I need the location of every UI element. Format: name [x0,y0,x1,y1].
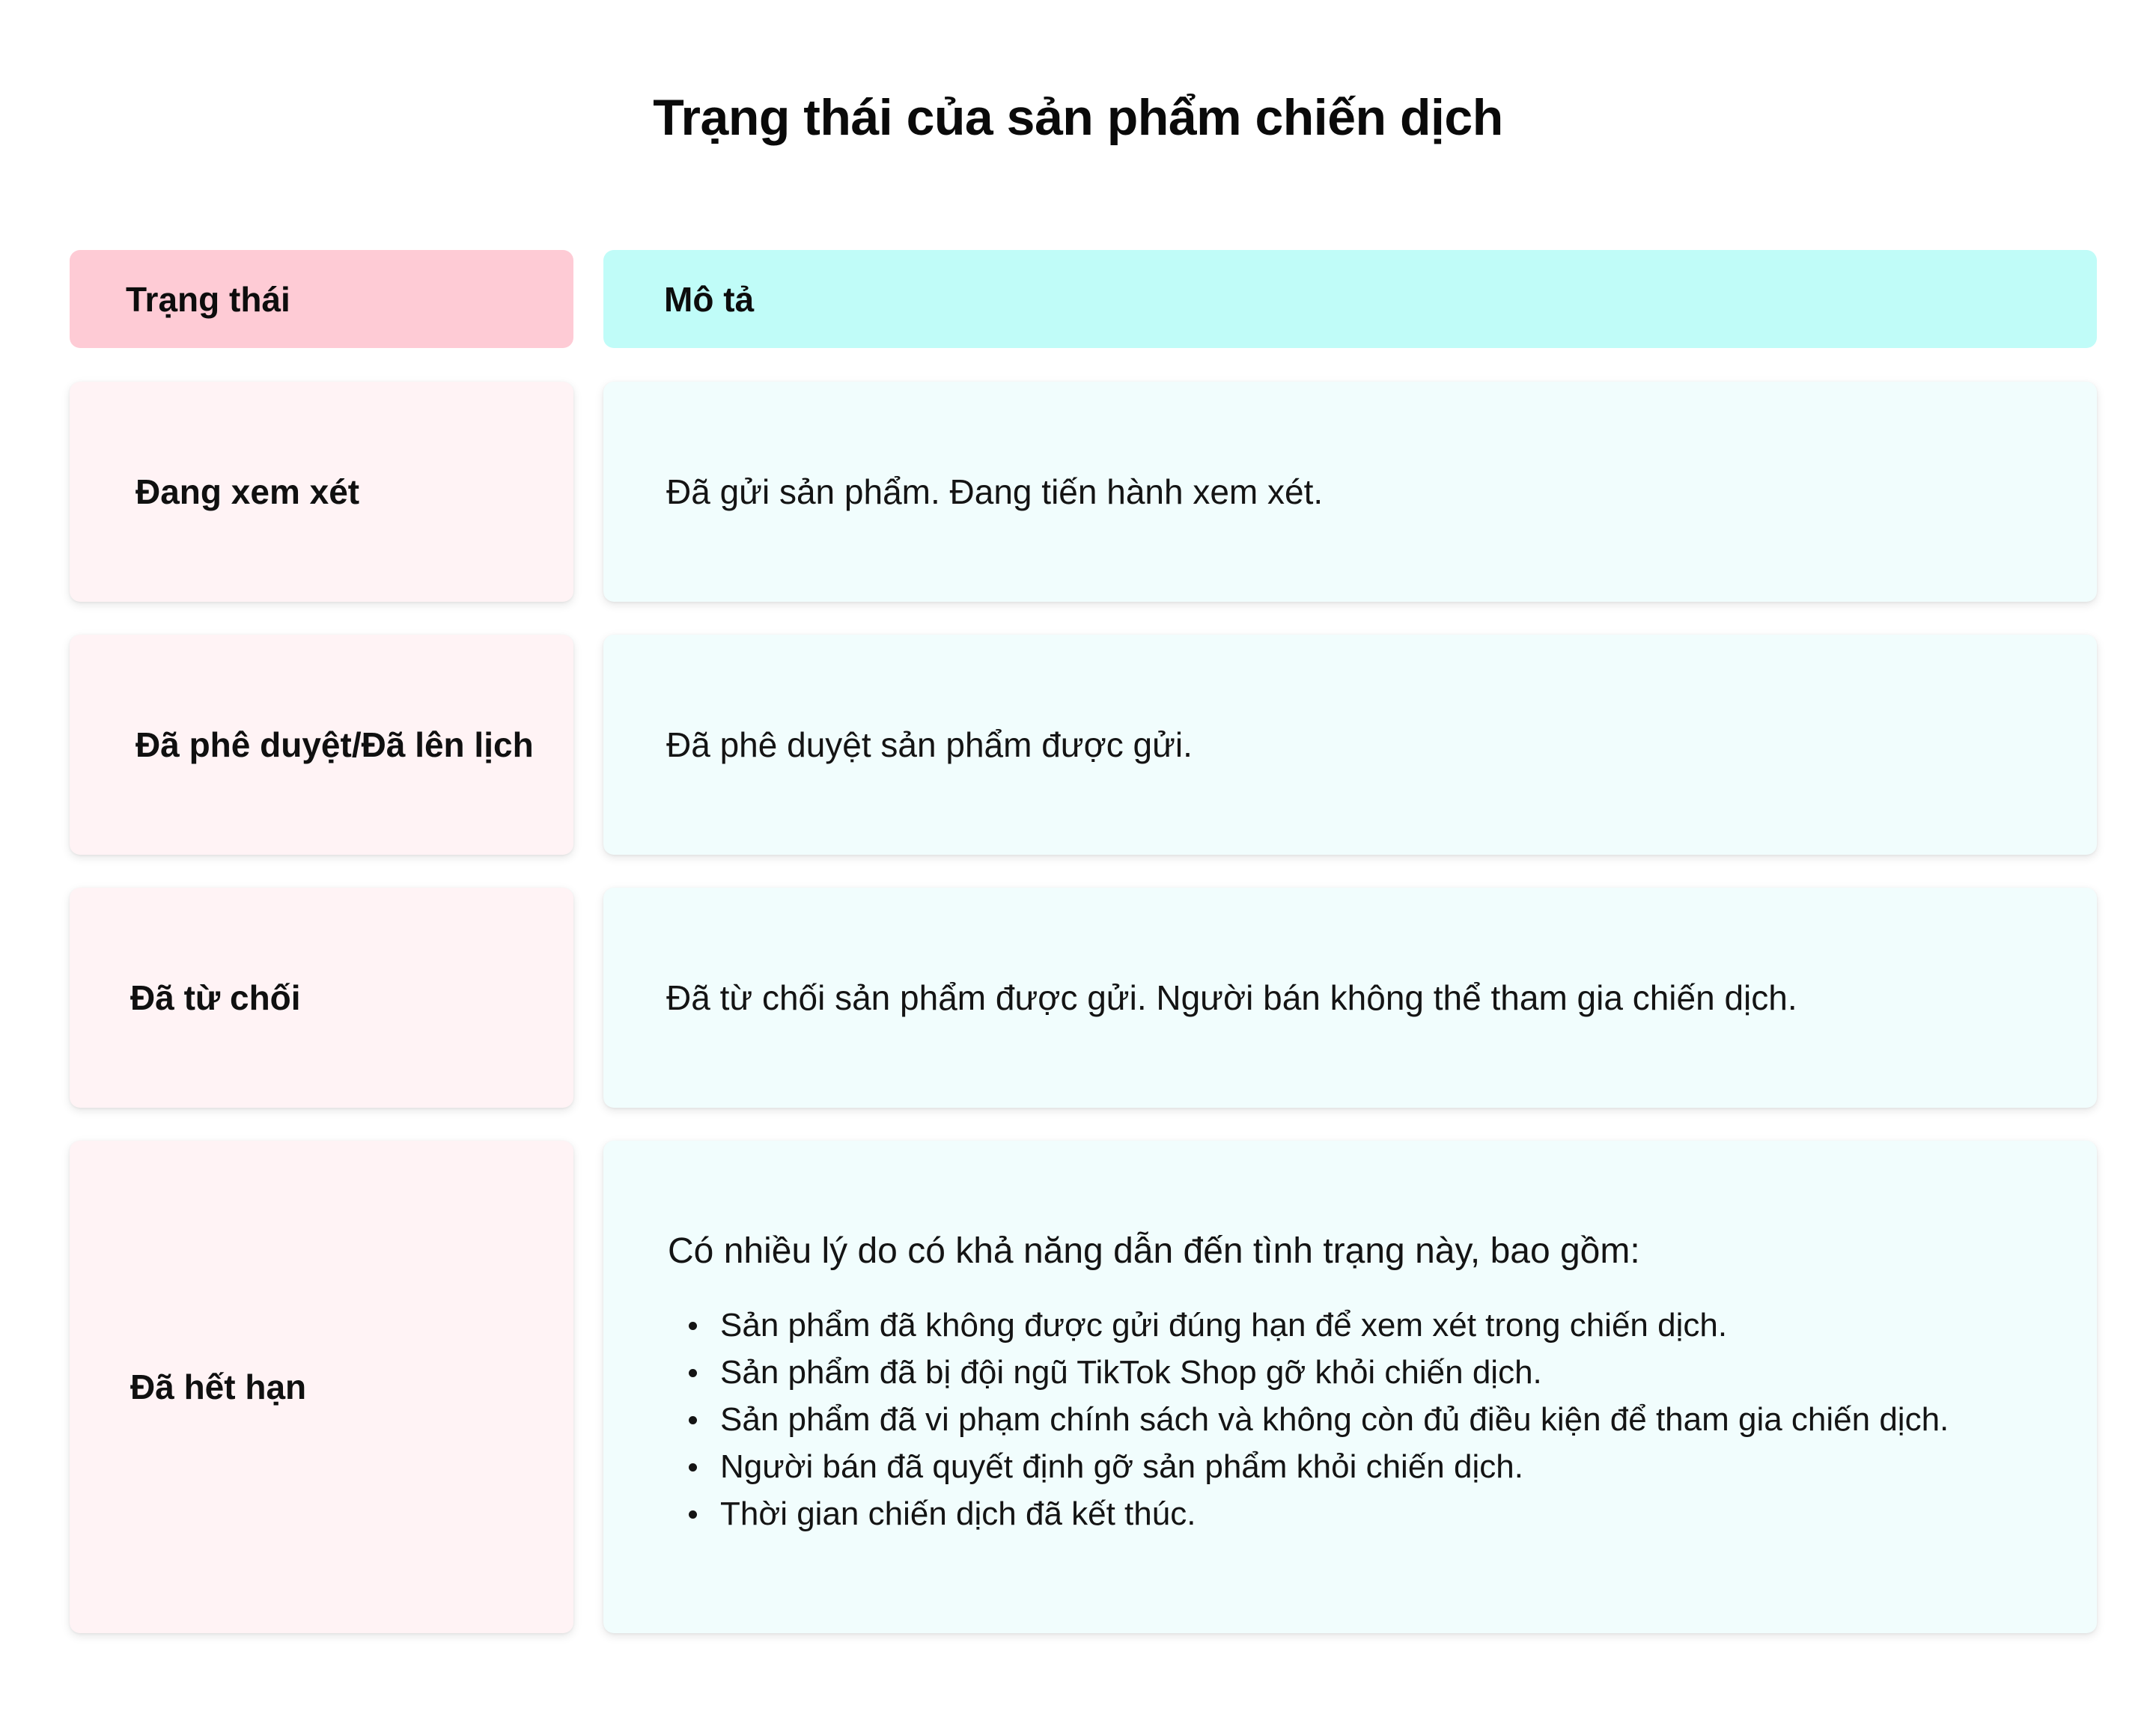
description-header-label: Mô tả [664,279,755,319]
status-label: Đã hết hạn [130,1367,307,1406]
description-intro: Có nhiều lý do có khả năng dẫn đến tình trạng này, bao gồm: [668,1231,1640,1271]
list-item: Thời gian chiến dịch đã kết thúc. [668,1490,2052,1537]
description-text: Đã phê duyệt sản phẩm được gửi. [666,725,1193,764]
description-cell-rejected [603,888,2097,1108]
description-text: Đã gửi sản phẩm. Đang tiến hành xem xét. [666,472,1324,511]
status-cell-reviewing [70,382,573,602]
list-item: Sản phẩm đã vi phạm chính sách và không còn đủ điều kiện để tham gia chiến dịch. [668,1396,2052,1443]
status-cell-approved [70,635,573,855]
page-title: Trạng thái của sản phẩm chiến dịch [653,89,1503,146]
status-cell-expired [70,1141,573,1633]
reason-list [668,1302,2052,1537]
status-label: Đang xem xét [135,472,360,511]
description-cell-reviewing [603,382,2097,602]
list-item: Người bán đã quyết định gỡ sản phẩm khỏi chiến dịch. [668,1443,2052,1490]
status-column-header [70,250,573,348]
description-cell-expired [603,1141,2097,1633]
description-cell-approved [603,635,2097,855]
list-item: Sản phẩm đã bị đội ngũ TikTok Shop gỡ khỏi chiến dịch. [668,1349,2052,1396]
status-label: Đã từ chối [130,978,301,1017]
description-block [668,1231,2052,1537]
description-column-header [603,250,2097,348]
list-item: Sản phẩm đã không được gửi đúng hạn để xem xét trong chiến dịch. [668,1302,2052,1349]
description-text: Đã từ chối sản phẩm được gửi. Người bán không thể tham gia chiến dịch. [666,978,1797,1017]
status-label: Đã phê duyệt/Đã lên lịch [135,725,534,764]
status-header-label: Trạng thái [126,279,290,319]
status-cell-rejected [70,888,573,1108]
